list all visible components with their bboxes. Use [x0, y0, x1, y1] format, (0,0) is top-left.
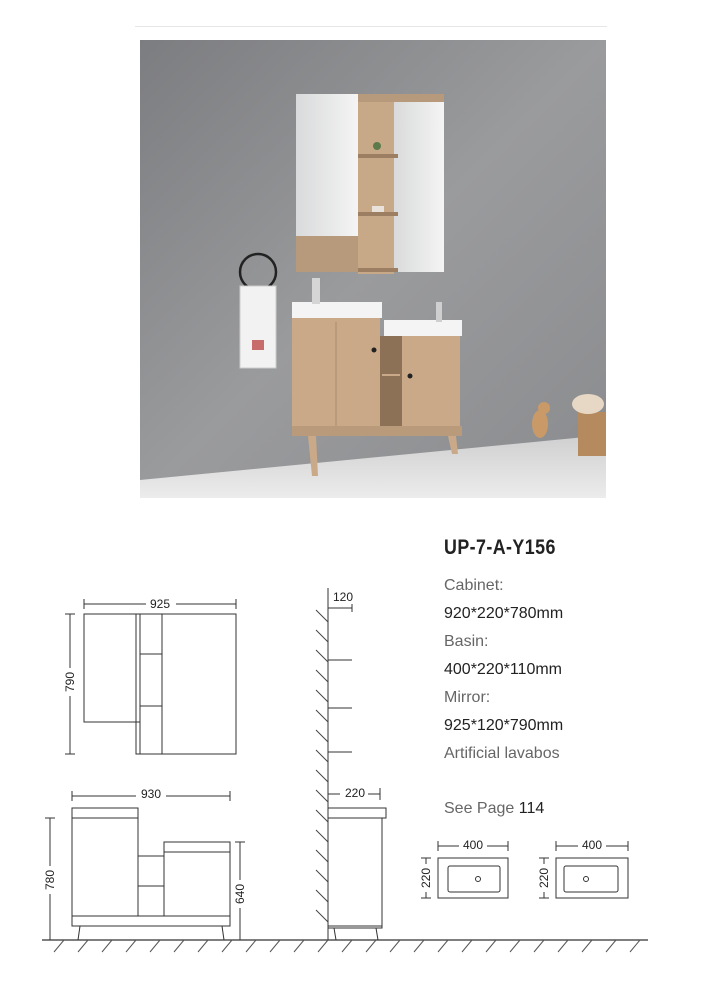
product-code: UP-7-A-Y156: [444, 536, 556, 559]
see-page-label: See Page: [444, 800, 515, 817]
basin-drawing-2: [537, 838, 628, 898]
technical-drawings: [0, 520, 701, 1000]
mirror-front-drawing: [62, 597, 236, 754]
small-cabinet-height-dim: 640: [233, 883, 247, 905]
cabinet-width-dim: 930: [140, 787, 162, 801]
mirror-height-dim: 790: [63, 671, 77, 693]
cabinet-height-dim: 780: [43, 869, 57, 891]
basin-dimensions: 400*220*110mm: [444, 661, 563, 678]
mirror-dimensions: 925*120*790mm: [444, 717, 564, 734]
basin-label: Basin:: [444, 633, 489, 650]
basin2-width-dim: 400: [581, 838, 603, 852]
see-page-number: 114: [518, 800, 545, 817]
basin1-depth-dim: 220: [419, 867, 433, 889]
cabinet-dimensions: 920*220*780mm: [444, 605, 564, 622]
top-divider: [135, 26, 607, 27]
mirror-width-dim: 925: [149, 597, 171, 611]
basin-drawing-1: [419, 838, 508, 898]
mirror-depth-dim: 120: [332, 590, 354, 604]
mirror-label: Mirror:: [444, 689, 491, 706]
material-note: Artificial lavabos: [444, 745, 560, 762]
product-photo: [140, 40, 606, 498]
side-view-drawing: [316, 588, 386, 940]
cabinet-label: Cabinet:: [444, 577, 504, 594]
basin2-depth-dim: 220: [537, 867, 551, 889]
floor-line: [42, 940, 648, 952]
cabinet-depth-dim: 220: [344, 786, 366, 800]
basin1-width-dim: 400: [462, 838, 484, 852]
cabinet-front-drawing: [42, 787, 248, 940]
